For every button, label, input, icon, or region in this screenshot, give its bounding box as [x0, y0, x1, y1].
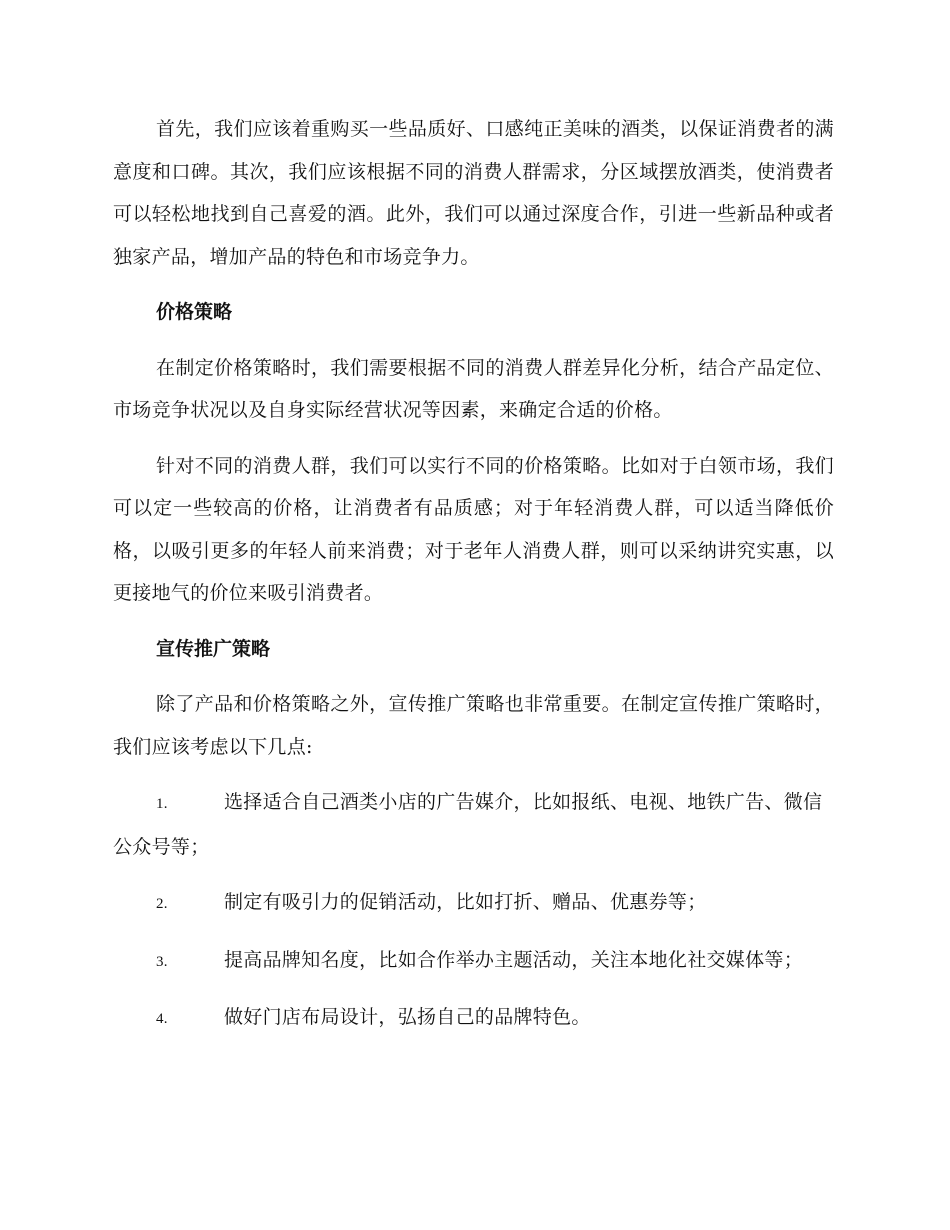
list-text: 制定有吸引力的促销活动，比如打折、赠品、优惠券等； [224, 891, 707, 913]
list-text: 选择适合自己酒类小店的广告媒介，比如报纸、电视、地铁广告、微信公众号等； [113, 791, 823, 858]
list-number: 4. [156, 1011, 168, 1027]
list-item [113, 996, 834, 1041]
promotion-strategy-heading: 宣传推广策略 [156, 637, 271, 660]
list-item [113, 881, 834, 926]
intro-paragraph: 首先，我们应该着重购买一些品质好、口感纯正美味的酒类，以保证消费者的满意度和口碑。其次，我们应该根据不同的消费人群需求，分区域摆放酒类，使消费者可以轻松地找到自己喜爱的酒。此外，我们可以通过深度合作，引进一些新品种或者独家产品，增加产品的特色和市场竞争力。 [113, 118, 834, 268]
price-strategy-heading: 价格策略 [156, 301, 233, 323]
price-paragraph-1: 在制定价格策略时，我们需要根据不同的消费人群差异化分析，结合产品定位、市场竞争状况以及自身实际经营状况等因素，来确定合适的价格。 [113, 356, 834, 421]
list-item [113, 939, 834, 984]
list-text: 提高品牌知名度，比如合作举办主题活动，关注本地化社交媒体等； [224, 948, 804, 971]
list-number: 2. [156, 896, 168, 912]
promotion-paragraph-1: 除了产品和价格策略之外，宣传推广策略也非常重要。在制定宣传推广策略时，我们应该考虑以下几点: [113, 693, 834, 758]
price-paragraph-2: 针对不同的消费人群，我们可以实行不同的价格策略。比如对于白领市场，我们可以定一些较高的价格，让消费者有品质感；对于年轻消费人群，可以适当降低价格，以吸引更多的年轻人前来消费；对于老年人消费人群，则可以采纳讲究实惠，以更接地气的价位来吸引消费者。 [113, 454, 834, 604]
list-item [113, 781, 834, 868]
list-text: 做好门店布局设计，弘扬自己的品牌特色。 [224, 1006, 591, 1028]
list-number: 1. [156, 796, 168, 812]
list-number: 3. [156, 953, 168, 970]
